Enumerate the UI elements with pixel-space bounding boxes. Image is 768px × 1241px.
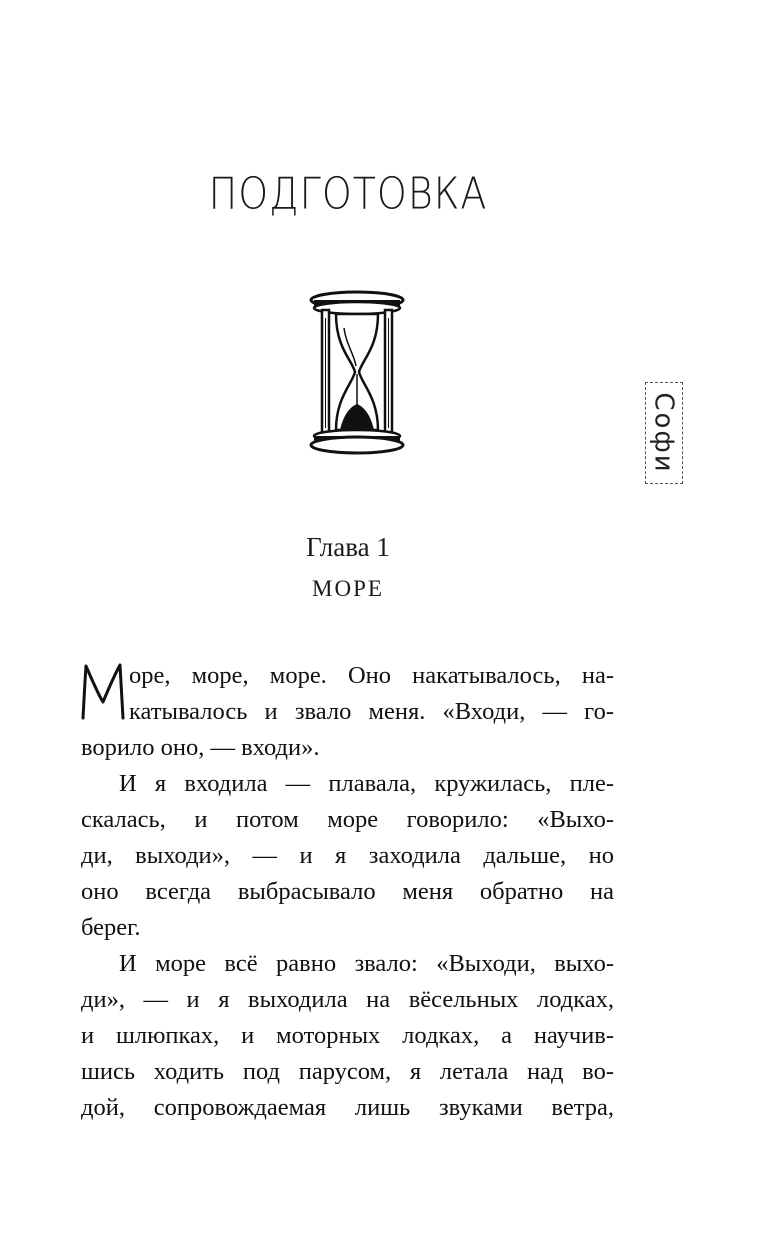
side-tab	[645, 382, 683, 484]
text-line: ди, выходи», — и я заходила дальше, но	[81, 842, 614, 869]
text-line: катывалось и звало меня. «Входи, — го-	[129, 698, 614, 725]
text-line: ди», — и я выходила на вёсельных лодках,	[81, 986, 614, 1013]
side-tab-label: Софи	[649, 392, 680, 474]
hourglass-icon	[300, 288, 414, 458]
text-line: шись ходить под парусом, я летала над во-	[81, 1058, 614, 1085]
chapter-label: Глава 1	[306, 532, 390, 562]
body-text	[81, 658, 614, 1126]
text-line: И море всё равно звало: «Выходи, выхо-	[119, 950, 614, 977]
text-line: скалась, и потом море говорило: «Выхо-	[81, 806, 614, 833]
section-title: ПОДГОТОВКА	[208, 168, 488, 219]
text-line: оре, море, море. Оно накатывалось, на-	[129, 662, 614, 689]
text-line: ворило оно, — входи».	[81, 734, 320, 761]
text-line: дой, сопровождаемая лишь звуками ветра,	[81, 1094, 614, 1121]
text-line: оно всегда выбрасывало меня обратно на	[81, 878, 614, 905]
text-line: берег.	[81, 914, 141, 941]
text-line: и шлюпках, и моторных лодках, а научив-	[81, 1022, 614, 1049]
chapter-title: МОРЕ	[312, 576, 384, 601]
text-line: И я входила — плавала, кружилась, пле-	[119, 770, 614, 797]
